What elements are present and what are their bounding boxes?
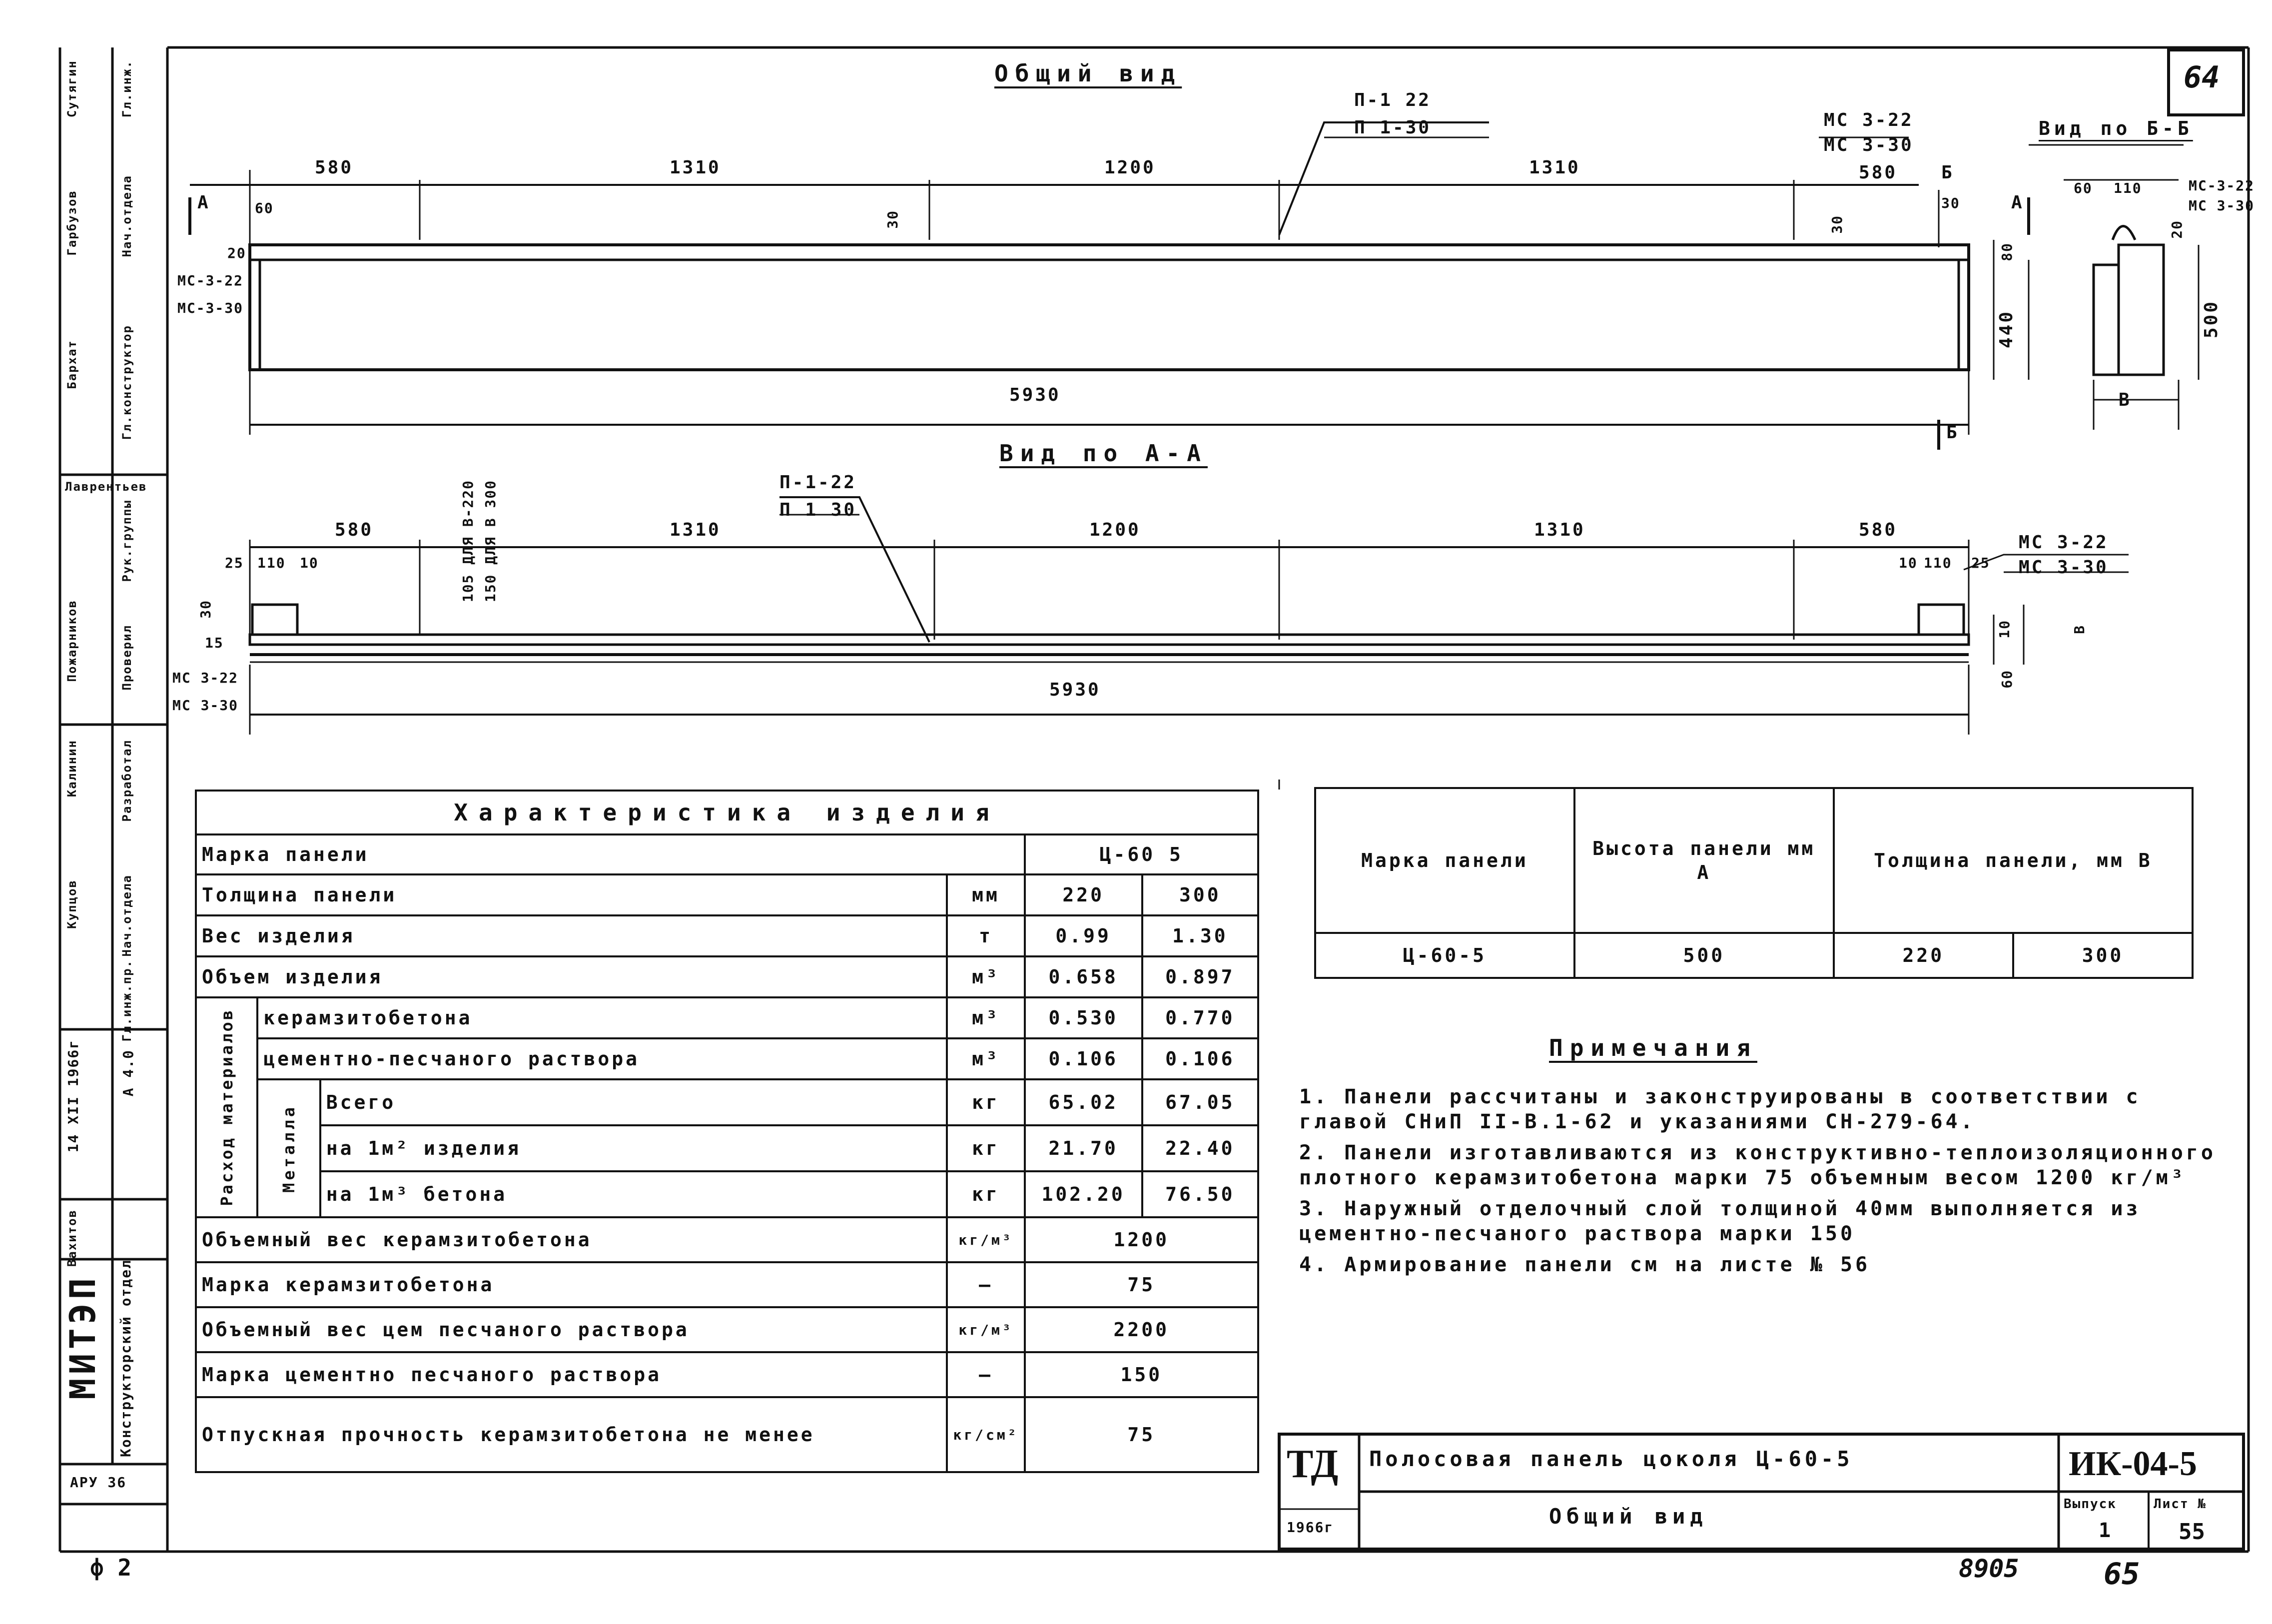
- gv-callout-right-2: МС 3-30: [1824, 135, 1914, 155]
- stamp-code: ИК-04-5: [2069, 1445, 2197, 1483]
- metal-unit: кг: [947, 1171, 1024, 1217]
- note-item: 4. Армирование панели см на листе № 56: [1299, 1253, 1871, 1276]
- bottom-row-unit: —: [947, 1262, 1024, 1307]
- metal-v1: 102.20: [1025, 1171, 1142, 1217]
- side-role-5: Проверил: [120, 625, 134, 691]
- metal-label: Металла: [279, 1104, 299, 1193]
- bb-dim-b: В: [2119, 390, 2132, 410]
- aa-vertical-label-1: 105 ДЛЯ В-220: [460, 480, 476, 603]
- bb-dim-60: 60: [2074, 180, 2093, 196]
- row-unit: мм: [947, 874, 1024, 915]
- characteristics-title: Характеристика изделия: [196, 791, 1258, 834]
- bottom-row-value: 75: [1025, 1262, 1258, 1307]
- metal-unit: кг: [947, 1079, 1024, 1125]
- sheet-number: 64: [2184, 60, 2220, 95]
- gv-overall: 5930: [1009, 385, 1061, 405]
- stamp-issue: 1: [2099, 1519, 2111, 1542]
- aa-small-10b: 10: [1899, 555, 1918, 571]
- material-unit: м³: [947, 997, 1024, 1038]
- page-number-bottom: 65: [2104, 1557, 2140, 1592]
- notes-title: Примечания: [1549, 1034, 1757, 1061]
- aa-callout-center-1: П-1-22: [779, 472, 857, 493]
- aa-dim-1310a: 1310: [670, 520, 721, 540]
- bottom-row-name: Объемный вес керамзитобетона: [196, 1217, 947, 1262]
- stamp-logo: ТД: [1287, 1442, 1339, 1486]
- metal-name: Всего: [320, 1079, 947, 1125]
- gv-callout-left-2: МС-3-30: [177, 300, 244, 316]
- bottom-left-mark: ф 2: [90, 1554, 132, 1581]
- gv-small-30c: 30: [1941, 195, 1960, 211]
- side-name-1: Сутягин: [65, 60, 79, 118]
- gv-section-b-top: Б: [1941, 162, 1954, 183]
- aa-dim-1310b: 1310: [1534, 520, 1585, 540]
- view-aa-title: Вид по А-А: [999, 440, 1208, 467]
- aa-small-10c: 10: [1996, 620, 2013, 639]
- bottom-row-name: Марка цементно песчаного раствора: [196, 1352, 947, 1397]
- row-v1: 0.99: [1025, 915, 1142, 956]
- group-label-cell: [196, 997, 257, 1217]
- group-label: Расход материалов: [217, 1008, 236, 1206]
- panel-table: [1314, 787, 2194, 979]
- gv-dim-1200: 1200: [1104, 157, 1156, 178]
- bb-callout-2: МС 3-30: [2189, 197, 2255, 214]
- aa-callout-left-2: МС 3-30: [172, 697, 239, 714]
- side-role-4: Рук.группы: [120, 500, 134, 582]
- material-v1: 0.106: [1025, 1038, 1142, 1079]
- row-unit: м³: [947, 956, 1024, 997]
- gv-small-80: 80: [1999, 242, 2015, 261]
- metal-name: на 1м³ бетона: [320, 1171, 947, 1217]
- gv-section-a-right: А: [2011, 192, 2024, 213]
- bottom-row-value: 1200: [1025, 1217, 1258, 1262]
- aa-callout-left-1: МС 3-22: [172, 670, 239, 686]
- side-role-8: Гл.инж.пр.: [120, 959, 134, 1042]
- material-v2: 0.770: [1142, 997, 1258, 1038]
- bb-callout-1: МС-3-22: [2189, 177, 2255, 194]
- gv-dim-580-right: 580: [1859, 162, 1898, 183]
- note-item: 2. Панели изготавливаются из конструктивно-теплоизоляционного плотного керамзитобетона марки 75 объемным весом 1200 кг/м³: [1299, 1141, 2217, 1189]
- gv-dim-580: 580: [315, 157, 354, 178]
- aa-small-10a: 10: [300, 555, 319, 571]
- stamp-title: Полосовая панель цоколя Ц-60-5: [1369, 1447, 1853, 1471]
- row-name: Объем изделия: [196, 956, 947, 997]
- aa-callout-center-2: П 1 30: [779, 500, 857, 520]
- note-item: 3. Наружный отделочный слой толщиной 40мм выполняется из цементно-песчаного раствора марки 150: [1299, 1197, 2141, 1245]
- panel-header-thickness: Толщина панели, мм В: [1834, 788, 2193, 933]
- stamp-sheet: 55: [2179, 1519, 2205, 1545]
- bottom-row-value: 150: [1025, 1352, 1258, 1397]
- metal-v2: 67.05: [1142, 1079, 1258, 1125]
- panel-header-height: Высота панели мм А: [1574, 788, 1834, 933]
- material-name: цементно-песчаного раствора: [257, 1038, 947, 1079]
- stamp-issue-label: Выпуск: [2064, 1497, 2117, 1512]
- side-name-4: Лаврентьев: [65, 480, 147, 494]
- panel-thickness-300: 300: [2013, 933, 2193, 978]
- side-role-6: Разработал: [120, 740, 134, 822]
- aa-small-60: 60: [1999, 670, 2015, 689]
- gv-small-30a: 30: [884, 210, 901, 229]
- row-name: Вес изделия: [196, 915, 947, 956]
- row-v1: 220: [1025, 874, 1142, 915]
- aa-callout-right-2: МС 3-30: [2019, 557, 2109, 578]
- aa-dim-580b: 580: [1859, 520, 1898, 540]
- aa-vertical-label-2: 150 ДЛЯ В 300: [482, 480, 499, 603]
- panel-header-brand: Марка панели: [1315, 788, 1574, 933]
- stamp-year: 1966г: [1287, 1519, 1334, 1536]
- side-name-6: Калинин: [65, 740, 79, 798]
- gv-small-20: 20: [227, 245, 246, 261]
- metal-v1: 65.02: [1025, 1079, 1142, 1125]
- gv-section-b-bottom: Б: [1946, 422, 1959, 443]
- bottom-row-name: Объемный вес цем песчаного раствора: [196, 1307, 947, 1352]
- aa-small-25b: 25: [1971, 555, 1990, 571]
- gv-dim-1310b: 1310: [1529, 157, 1580, 178]
- aa-small-110a: 110: [257, 555, 286, 571]
- gv-callout-center-2: П 1-30: [1354, 117, 1432, 138]
- metal-unit: кг: [947, 1125, 1024, 1171]
- metal-label-cell: [257, 1079, 320, 1217]
- bb-dim-110: 110: [2114, 180, 2142, 196]
- side-role-2: Нач.отдела: [120, 175, 134, 257]
- aa-small-b: В: [2071, 625, 2088, 634]
- gv-section-a-left: А: [197, 192, 210, 213]
- side-name-2: Гарбузов: [65, 190, 79, 256]
- material-name: керамзитобетона: [257, 997, 947, 1038]
- archive-number: 8905: [1959, 1554, 2019, 1583]
- row-v1: 0.658: [1025, 956, 1142, 997]
- row-name: Толщина панели: [196, 874, 947, 915]
- stamp-subtitle: Общий вид: [1549, 1504, 1708, 1529]
- row-v2: 1.30: [1142, 915, 1258, 956]
- side-date: 14 XII 1966г: [65, 1039, 81, 1153]
- bottom-row-value: 75: [1025, 1397, 1258, 1472]
- aa-small-15: 15: [205, 635, 224, 651]
- gv-callout-left-1: МС-3-22: [177, 272, 244, 289]
- panel-thickness-220: 220: [1834, 933, 2013, 978]
- bb-dim-500: 500: [2201, 300, 2222, 339]
- notes-list: [1299, 1084, 2229, 1277]
- bottom-row-name: Отпускная прочность керамзитобетона не менее: [196, 1397, 947, 1472]
- metal-v1: 21.70: [1025, 1125, 1142, 1171]
- bottom-row-value: 2200: [1025, 1307, 1258, 1352]
- metal-name: на 1м² изделия: [320, 1125, 947, 1171]
- row-unit: т: [947, 915, 1024, 956]
- side-format: А 4.0: [120, 1049, 136, 1097]
- side-org: МИТЭП: [62, 1274, 103, 1400]
- side-name-8: Вахитов: [65, 1209, 79, 1267]
- side-dept: Конструкторский отдел: [117, 1259, 134, 1458]
- bottom-row-unit: кг/м³: [947, 1307, 1024, 1352]
- gv-callout-center-1: П-1 22: [1354, 90, 1432, 110]
- side-name-3: Бархат: [65, 340, 79, 389]
- bottom-row-unit: кг/м³: [947, 1217, 1024, 1262]
- stamp-sheet-label: Лист №: [2154, 1497, 2207, 1512]
- aa-dim-580a: 580: [335, 520, 374, 540]
- aa-small-25a: 25: [225, 555, 244, 571]
- aa-dim-1200: 1200: [1089, 520, 1141, 540]
- side-sheet-code: АРУ 36: [70, 1474, 127, 1491]
- gv-small-30b: 30: [1829, 215, 1845, 234]
- row-v2: 300: [1142, 874, 1258, 915]
- panel-brand: Ц-60-5: [1315, 933, 1574, 978]
- gv-small-440: 440: [1996, 310, 2017, 349]
- brand-value: Ц-60 5: [1025, 834, 1258, 874]
- metal-v2: 22.40: [1142, 1125, 1258, 1171]
- gv-small-60: 60: [255, 200, 274, 216]
- note-item: 1. Панели рассчитаны и законструированы в соответствии с главой СНиП II-В.1-62 и указаниями СН-279-64.: [1299, 1085, 2141, 1133]
- view-bb-title: Вид по Б-Б: [2039, 117, 2193, 139]
- material-unit: м³: [947, 1038, 1024, 1079]
- general-view-title: Общий вид: [994, 60, 1182, 87]
- material-v1: 0.530: [1025, 997, 1142, 1038]
- aa-small-110b: 110: [1924, 555, 1952, 571]
- brand-label: Марка панели: [196, 834, 1025, 874]
- material-v2: 0.106: [1142, 1038, 1258, 1079]
- characteristics-table: [195, 790, 1259, 1473]
- bottom-row-unit: —: [947, 1352, 1024, 1397]
- bottom-row-name: Марка керамзитобетона: [196, 1262, 947, 1307]
- aa-overall: 5930: [1049, 680, 1101, 700]
- side-role-1: Гл.инж.: [120, 60, 134, 118]
- aa-callout-right-1: МС 3-22: [2019, 532, 2109, 553]
- gv-callout-right-1: МС 3-22: [1824, 110, 1914, 130]
- panel-height: 500: [1574, 933, 1834, 978]
- side-role-7: Нач.отдела: [120, 874, 134, 957]
- gv-dim-1310a: 1310: [670, 157, 721, 178]
- aa-small-30: 30: [197, 600, 214, 619]
- side-name-7: Купцов: [65, 879, 79, 929]
- row-v2: 0.897: [1142, 956, 1258, 997]
- side-name-5: Пожарников: [65, 600, 79, 682]
- bottom-row-unit: кг/см²: [947, 1397, 1024, 1472]
- side-role-3: Гл.конструктор: [120, 325, 134, 440]
- metal-v2: 76.50: [1142, 1171, 1258, 1217]
- bb-dim-20: 20: [2169, 220, 2185, 239]
